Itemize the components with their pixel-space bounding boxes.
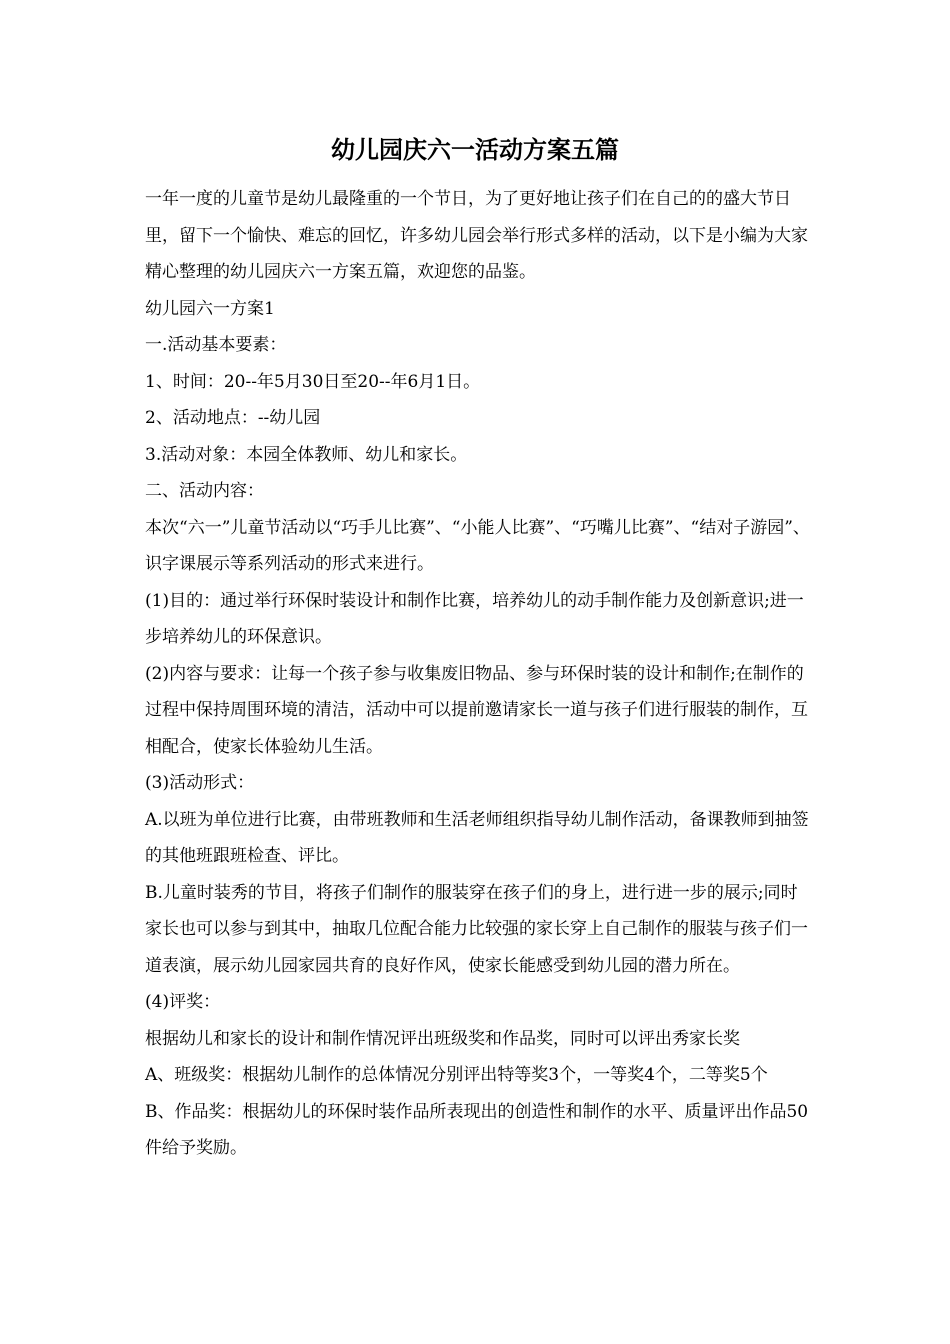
- item-awards-heading: (4)评奖：: [145, 992, 221, 1012]
- awards-paragraph: 根据幼儿和家长的设计和制作情况评出班级奖和作品奖，同时可以评出秀家长奖: [145, 1028, 740, 1049]
- format-item-a: A.以班为单位进行比赛，由带班教师和生活老师组织指导幼儿制作活动，备课教师到抽签的其他班跟班检查、评比。: [145, 809, 809, 866]
- item-format-heading: (3)活动形式：: [145, 773, 255, 793]
- intro-paragraph: 一年一度的儿童节是幼儿最隆重的一个节日，为了更好地让孩子们在自己的的盛大节日里，留下一个愉快、难忘的回忆，许多幼儿园会举行形式多样的活动，以下是小编为大家精心整理的幼儿园庆六一方案五篇，欢迎您的品鉴。: [145, 189, 808, 282]
- content-paragraph: 本次“六一”儿童节活动以“巧手儿比赛”、“小能人比赛”、“巧嘴儿比赛”、“结对子游园”、识字课展示等系列活动的形式来进行。: [145, 517, 810, 574]
- award-work: B、作品奖：根据幼儿的环保时装作品所表现出的创造性和制作的水平、质量评出作品50件给予奖励。: [145, 1101, 809, 1158]
- section-heading-content: 二、活动内容：: [145, 481, 264, 501]
- item-time: 1、时间：20--年5月30日至20--年6月1日。: [145, 371, 481, 392]
- format-item-b: B.儿童时装秀的节目，将孩子们制作的服装穿在孩子们的身上，进行进一步的展示;同时家长也可以参与到其中，抽取几位配合能力比较强的家长穿上自己制作的服装与孩子们一道表演，展示幼儿园家园共育的良好作风，使家长能感受到幼儿园的潜力所在。: [145, 882, 808, 976]
- item-requirements: (2)内容与要求：让每一个孩子参与收集废旧物品、参与环保时装的设计和制作;在制作的过程中保持周围环境的清洁，活动中可以提前邀请家长一道与孩子们进行服装的制作，互相配合，使家长体验幼儿生活。: [145, 663, 808, 757]
- item-location: 2、活动地点：--幼儿园: [145, 408, 321, 428]
- section-heading-plan-1: 幼儿园六一方案1: [145, 298, 275, 319]
- award-class: A、班级奖：根据幼儿制作的总体情况分别评出特等奖3个，一等奖4个，二等奖5个: [145, 1065, 768, 1085]
- item-audience: 3.活动对象：本园全体教师、幼儿和家长。: [145, 444, 468, 465]
- section-heading-basics: 一.活动基本要素：: [145, 335, 287, 355]
- document-body: [145, 181, 810, 1167]
- item-purpose: (1)目的：通过举行环保时装设计和制作比赛，培养幼儿的动手制作能力及创新意识;进一步培养幼儿的环保意识。: [145, 590, 804, 647]
- document-title: 幼儿园庆六一活动方案五篇: [331, 135, 619, 164]
